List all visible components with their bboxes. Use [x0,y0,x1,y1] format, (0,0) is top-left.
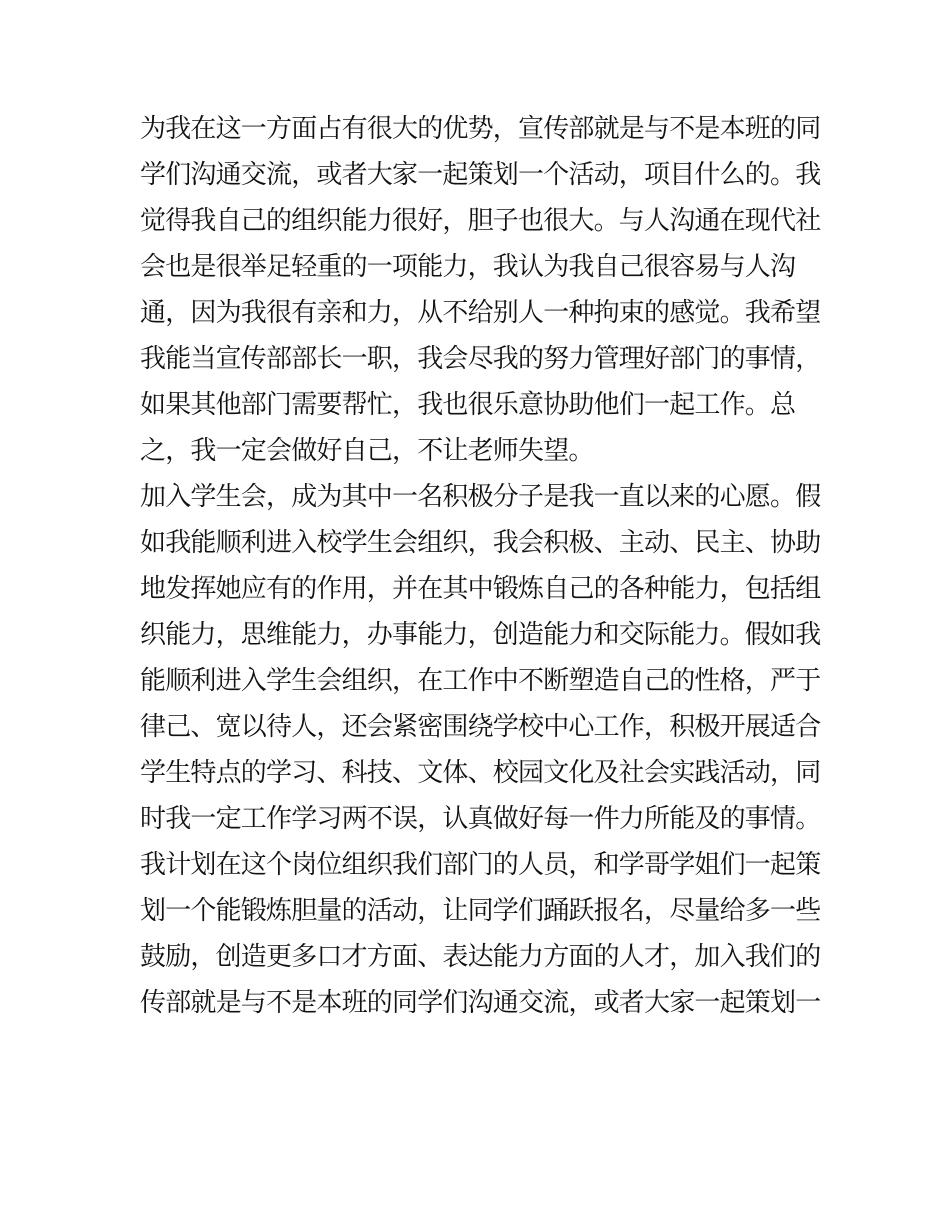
text-line: 我能当宣传部部长一职，我会尽我的努力管理好部门的事情， [140,344,821,374]
text-line: 觉得我自己的组织能力很好，胆子也很大。与人沟通在现代社 [140,206,821,236]
text-line: 织能力，思维能力，办事能力，创造能力和交际能力。假如我 [140,620,821,650]
text-line: 之，我一定会做好自己，不让老师失望。 [140,436,594,466]
text-line: 会也是很举足轻重的一项能力，我认为我自己很容易与人沟 [140,252,796,282]
text-line: 我计划在这个岗位组织我们部门的人员，和学哥学姐们一起策 [140,850,821,880]
text-line: 地发挥她应有的作用，并在其中锻炼自己的各种能力，包括组 [140,574,821,604]
text-line: 传部就是与不是本班的同学们沟通交流，或者大家一起策划一 [140,988,821,1018]
text-line: 划一个能锻炼胆量的活动，让同学们踊跃报名，尽量给多一些 [140,896,821,926]
document-body [140,106,820,1026]
text-line: 鼓励，创造更多口才方面、表达能力方面的人才，加入我们的 [140,942,821,972]
text-line: 能顺利进入学生会组织，在工作中不断塑造自己的性格，严于 [140,666,821,696]
text-line: 通，因为我很有亲和力，从不给别人一种拘束的感觉。我希望 [140,298,821,328]
text-line: 如果其他部门需要帮忙，我也很乐意协助他们一起工作。总 [140,390,796,420]
text-line: 学生特点的学习、科技、文体、校园文化及社会实践活动，同 [140,758,821,788]
text-line: 律己、宽以待人，还会紧密围绕学校中心工作，积极开展适合 [140,712,821,742]
text-line: 加入学生会，成为其中一名积极分子是我一直以来的心愿。假 [140,482,821,512]
text-line: 时我一定工作学习两不误，认真做好每一件力所能及的事情。 [140,804,821,834]
text-line: 学们沟通交流，或者大家一起策划一个活动，项目什么的。我 [140,160,821,190]
text-line: 如我能顺利进入校学生会组织，我会积极、主动、民主、协助 [140,528,821,558]
text-line: 为我在这一方面占有很大的优势，宣传部就是与不是本班的同 [140,114,821,144]
